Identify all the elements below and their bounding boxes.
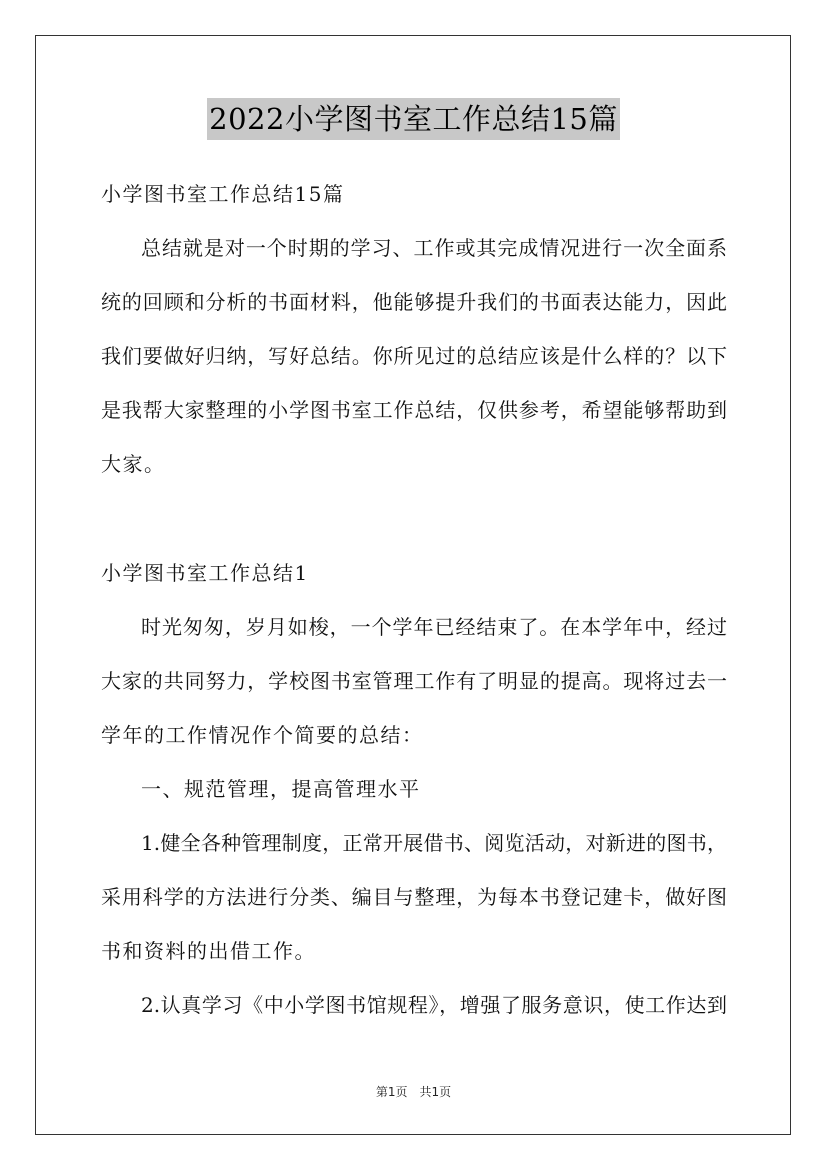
- paragraph-line: 1.健全各种管理制度，正常开展借书、阅览活动，对新进的图书，: [141, 831, 727, 855]
- subtitle-line: 小学图书室工作总结15篇: [101, 182, 345, 206]
- paragraph-line: 统的回顾和分析的书面材料，他能够提升我们的书面表达能力，因此: [101, 290, 727, 314]
- paragraph-line: 是我帮大家整理的小学图书室工作总结，仅供参考，希望能够帮助到: [101, 398, 727, 422]
- title-container: [0, 98, 827, 140]
- subsection-heading: 一、规范管理，提高管理水平: [141, 777, 421, 801]
- section-heading: 小学图书室工作总结1: [101, 561, 309, 585]
- paragraph-line: 书和资料的出借工作。: [101, 939, 316, 963]
- paragraph-line: 学年的工作情况作个简要的总结：: [101, 723, 424, 747]
- paragraph-line: 2.认真学习《中小学图书馆规程》，增强了服务意识，使工作达到: [141, 993, 727, 1017]
- paragraph-line: 大家的共同努力，学校图书室管理工作有了明显的提高。现将过去一: [101, 669, 727, 693]
- paragraph-line: 时光匆匆，岁月如梭，一个学年已经结束了。在本学年中，经过: [141, 615, 727, 639]
- paragraph-line: 大家。: [101, 452, 166, 476]
- paragraph-line: 我们要做好归纳，写好总结。你所见过的总结应该是什么样的？以下: [101, 344, 727, 368]
- document-title: 2022小学图书室工作总结15篇: [207, 98, 620, 140]
- paragraph-line: 采用科学的方法进行分类、编目与整理，为每本书登记建卡，做好图: [101, 885, 727, 909]
- page-footer: 第1页 共1页: [375, 1085, 452, 1099]
- paragraph-line: 总结就是对一个时期的学习、工作或其完成情况进行一次全面系: [141, 236, 727, 260]
